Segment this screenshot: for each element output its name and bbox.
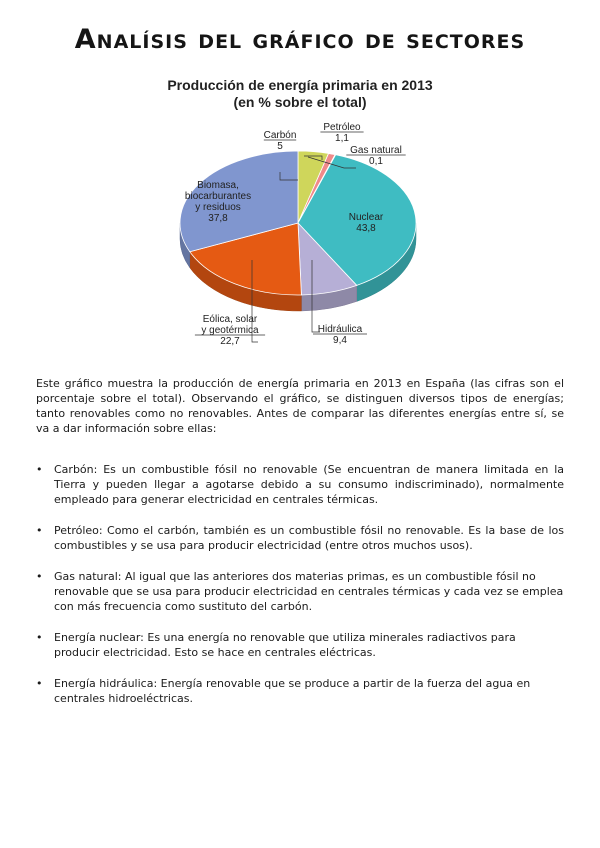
slice-label: Eólica, solar [202,314,258,325]
list-item [36,523,564,553]
slice-value-label: 9,4 [333,335,347,346]
chart-subtitle: (en % sobre el total) [233,94,367,110]
list-item [36,462,564,507]
slice-value-label: 43,8 [356,223,376,234]
bullet-marker: • [36,677,43,690]
list-item-text: Gas natural: Al igual que las anteriores dos materias primas, es un combustible fósil no renovable que se usa para producir electricidad en centrales térmicas y cada vez se emplea con más frecuencia como sustituto del carbón. [54,570,564,613]
list-item [36,569,564,614]
slice-label: biocarburantes [184,191,252,202]
chart-title: Producción de energía primaria en 2013 [167,77,433,93]
list-item-text: Carbón: Es un combustible fósil no renovable (Se encuentran de manera limitada en la Tierra y pueden llegar a agotarse debido a su consumo indiscriminado), normalmente empleado para generar electricidad en centrales térmicas. [54,463,564,506]
slice-label: Petróleo [323,122,361,133]
slice-label: Gas natural [350,145,402,156]
slice-label: Hidráulica [317,324,363,335]
page-title: Analísis del gráfico de sectores [74,24,526,55]
slice-value-label: 37,8 [208,213,228,224]
bullet-marker: • [36,524,43,537]
slice-value-label: 0,1 [369,156,383,167]
bullet-marker: • [36,463,43,476]
slice-label: y geotérmica [201,325,259,336]
slice-label: Biomasa, [197,180,239,191]
energy-list [36,462,564,722]
bullet-marker: • [36,631,43,644]
slice-label: Carbón [263,130,297,141]
list-item-text: Energía nuclear: Es una energía no renovable que utiliza minerales radiactivos para producir electricidad. Esto se hace en centrales eléctricas. [54,631,516,659]
slice-value-label: 22,7 [220,336,240,347]
list-item [36,676,564,706]
bullet-marker: • [36,570,43,583]
list-item-text: Petróleo: Como el carbón, también es un combustible fósil no renovable. Es la base de los combustibles y se usa para producir electricidad (entre otros muchos usos). [54,524,564,552]
slice-label: y residuos [195,202,241,213]
pie-chart [120,70,480,370]
intro-paragraph: Este gráfico muestra la producción de energía primaria en 2013 en España (las cifras son el porcentaje sobre el total). Observando el gráfico, se distinguen diversos tipos de energías; tanto renovables como no renovables. Antes de comparar las diferentes energías entre sí, se va a dar información sobre ellas: [36,377,564,435]
slice-value-label: 1,1 [335,133,349,144]
slice-label: Nuclear [348,212,384,223]
list-item [36,630,564,660]
list-item-text: Energía hidráulica: Energía renovable que se produce a partir de la fuerza del agua en centrales hidroeléctricas. [54,677,531,705]
slice-value-label: 5 [277,141,283,152]
